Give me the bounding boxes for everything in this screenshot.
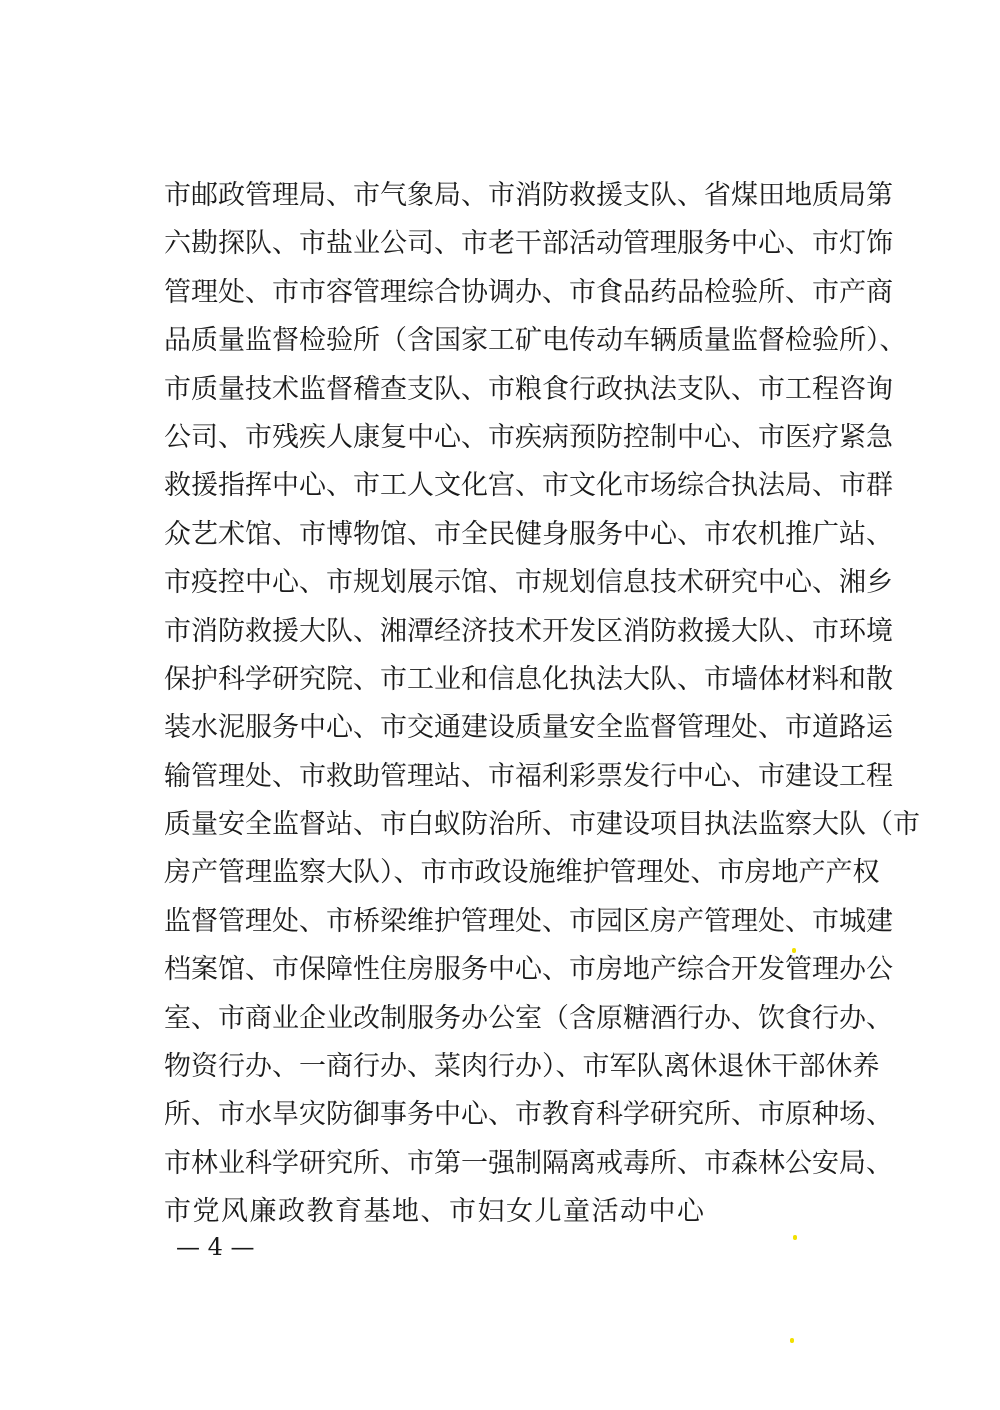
- body-paragraph: [164, 172, 920, 1237]
- text-line: 市消防救援大队、湘潭经济技术开发区消防救援大队、市环境: [164, 615, 893, 647]
- text-line: 输管理处、市救助管理站、市福利彩票发行中心、市建设工程: [164, 760, 893, 792]
- text-line: 公司、市残疾人康复中心、市疾病预防控制中心、市医疗紧急: [164, 421, 893, 453]
- text-line: 市邮政管理局、市气象局、市消防救援支队、省煤田地质局第: [164, 180, 893, 211]
- text-line: 市质量技术监督稽查支队、市粮食行政执法支队、市工程咨询: [164, 373, 893, 405]
- text-line: 保护科学研究院、市工业和信息化执法大队、市墙体材料和散: [164, 663, 893, 695]
- text-line: 装水泥服务中心、市交通建设质量安全监督管理处、市道路运: [164, 712, 893, 744]
- text-line: 管理处、市市容管理综合协调办、市食品药品检验所、市产商: [164, 276, 893, 308]
- text-line: 档案馆、市保障性住房服务中心、市房地产综合开发管理办公: [164, 954, 893, 986]
- text-line: 众艺术馆、市博物馆、市全民健身服务中心、市农机推广站、: [164, 518, 893, 550]
- text-line-last: 市党风廉政教育基地、市妇女儿童活动中心: [164, 1196, 706, 1228]
- highlighter-mark: [792, 948, 796, 953]
- text-line: 市疫控中心、市规划展示馆、市规划信息技术研究中心、湘乡: [164, 567, 893, 599]
- text-line: 所、市水旱灾防御事务中心、市教育科学研究所、市原种场、: [164, 1099, 893, 1131]
- text-line: 质量安全监督站、市白蚁防治所、市建设项目执法监察大队（市: [164, 809, 920, 841]
- text-line: 监督管理处、市桥梁维护管理处、市园区房产管理处、市城建: [164, 905, 893, 937]
- page-number: — 4 —: [176, 1233, 255, 1261]
- text-line: 室、市商业企业改制服务办公室（含原糖酒行办、饮食行办、: [164, 1002, 893, 1034]
- text-line: 市林业科学研究所、市第一强制隔离戒毒所、市森林公安局、: [164, 1147, 893, 1179]
- highlighter-mark: [790, 1338, 794, 1343]
- text-line: 物资行办、一商行办、菜肉行办）、市军队离休退休干部休养: [164, 1051, 880, 1083]
- text-line: 房产管理监察大队）、市市政设施维护管理处、市房地产产权: [164, 857, 880, 889]
- text-line: 救援指挥中心、市工人文化宫、市文化市场综合执法局、市群: [164, 470, 893, 502]
- text-line: 六勘探队、市盐业公司、市老干部活动管理服务中心、市灯饰: [164, 228, 893, 260]
- highlighter-mark: [793, 1235, 797, 1240]
- text-line: 品质量监督检验所（含国家工矿电传动车辆质量监督检验所）、: [164, 325, 907, 357]
